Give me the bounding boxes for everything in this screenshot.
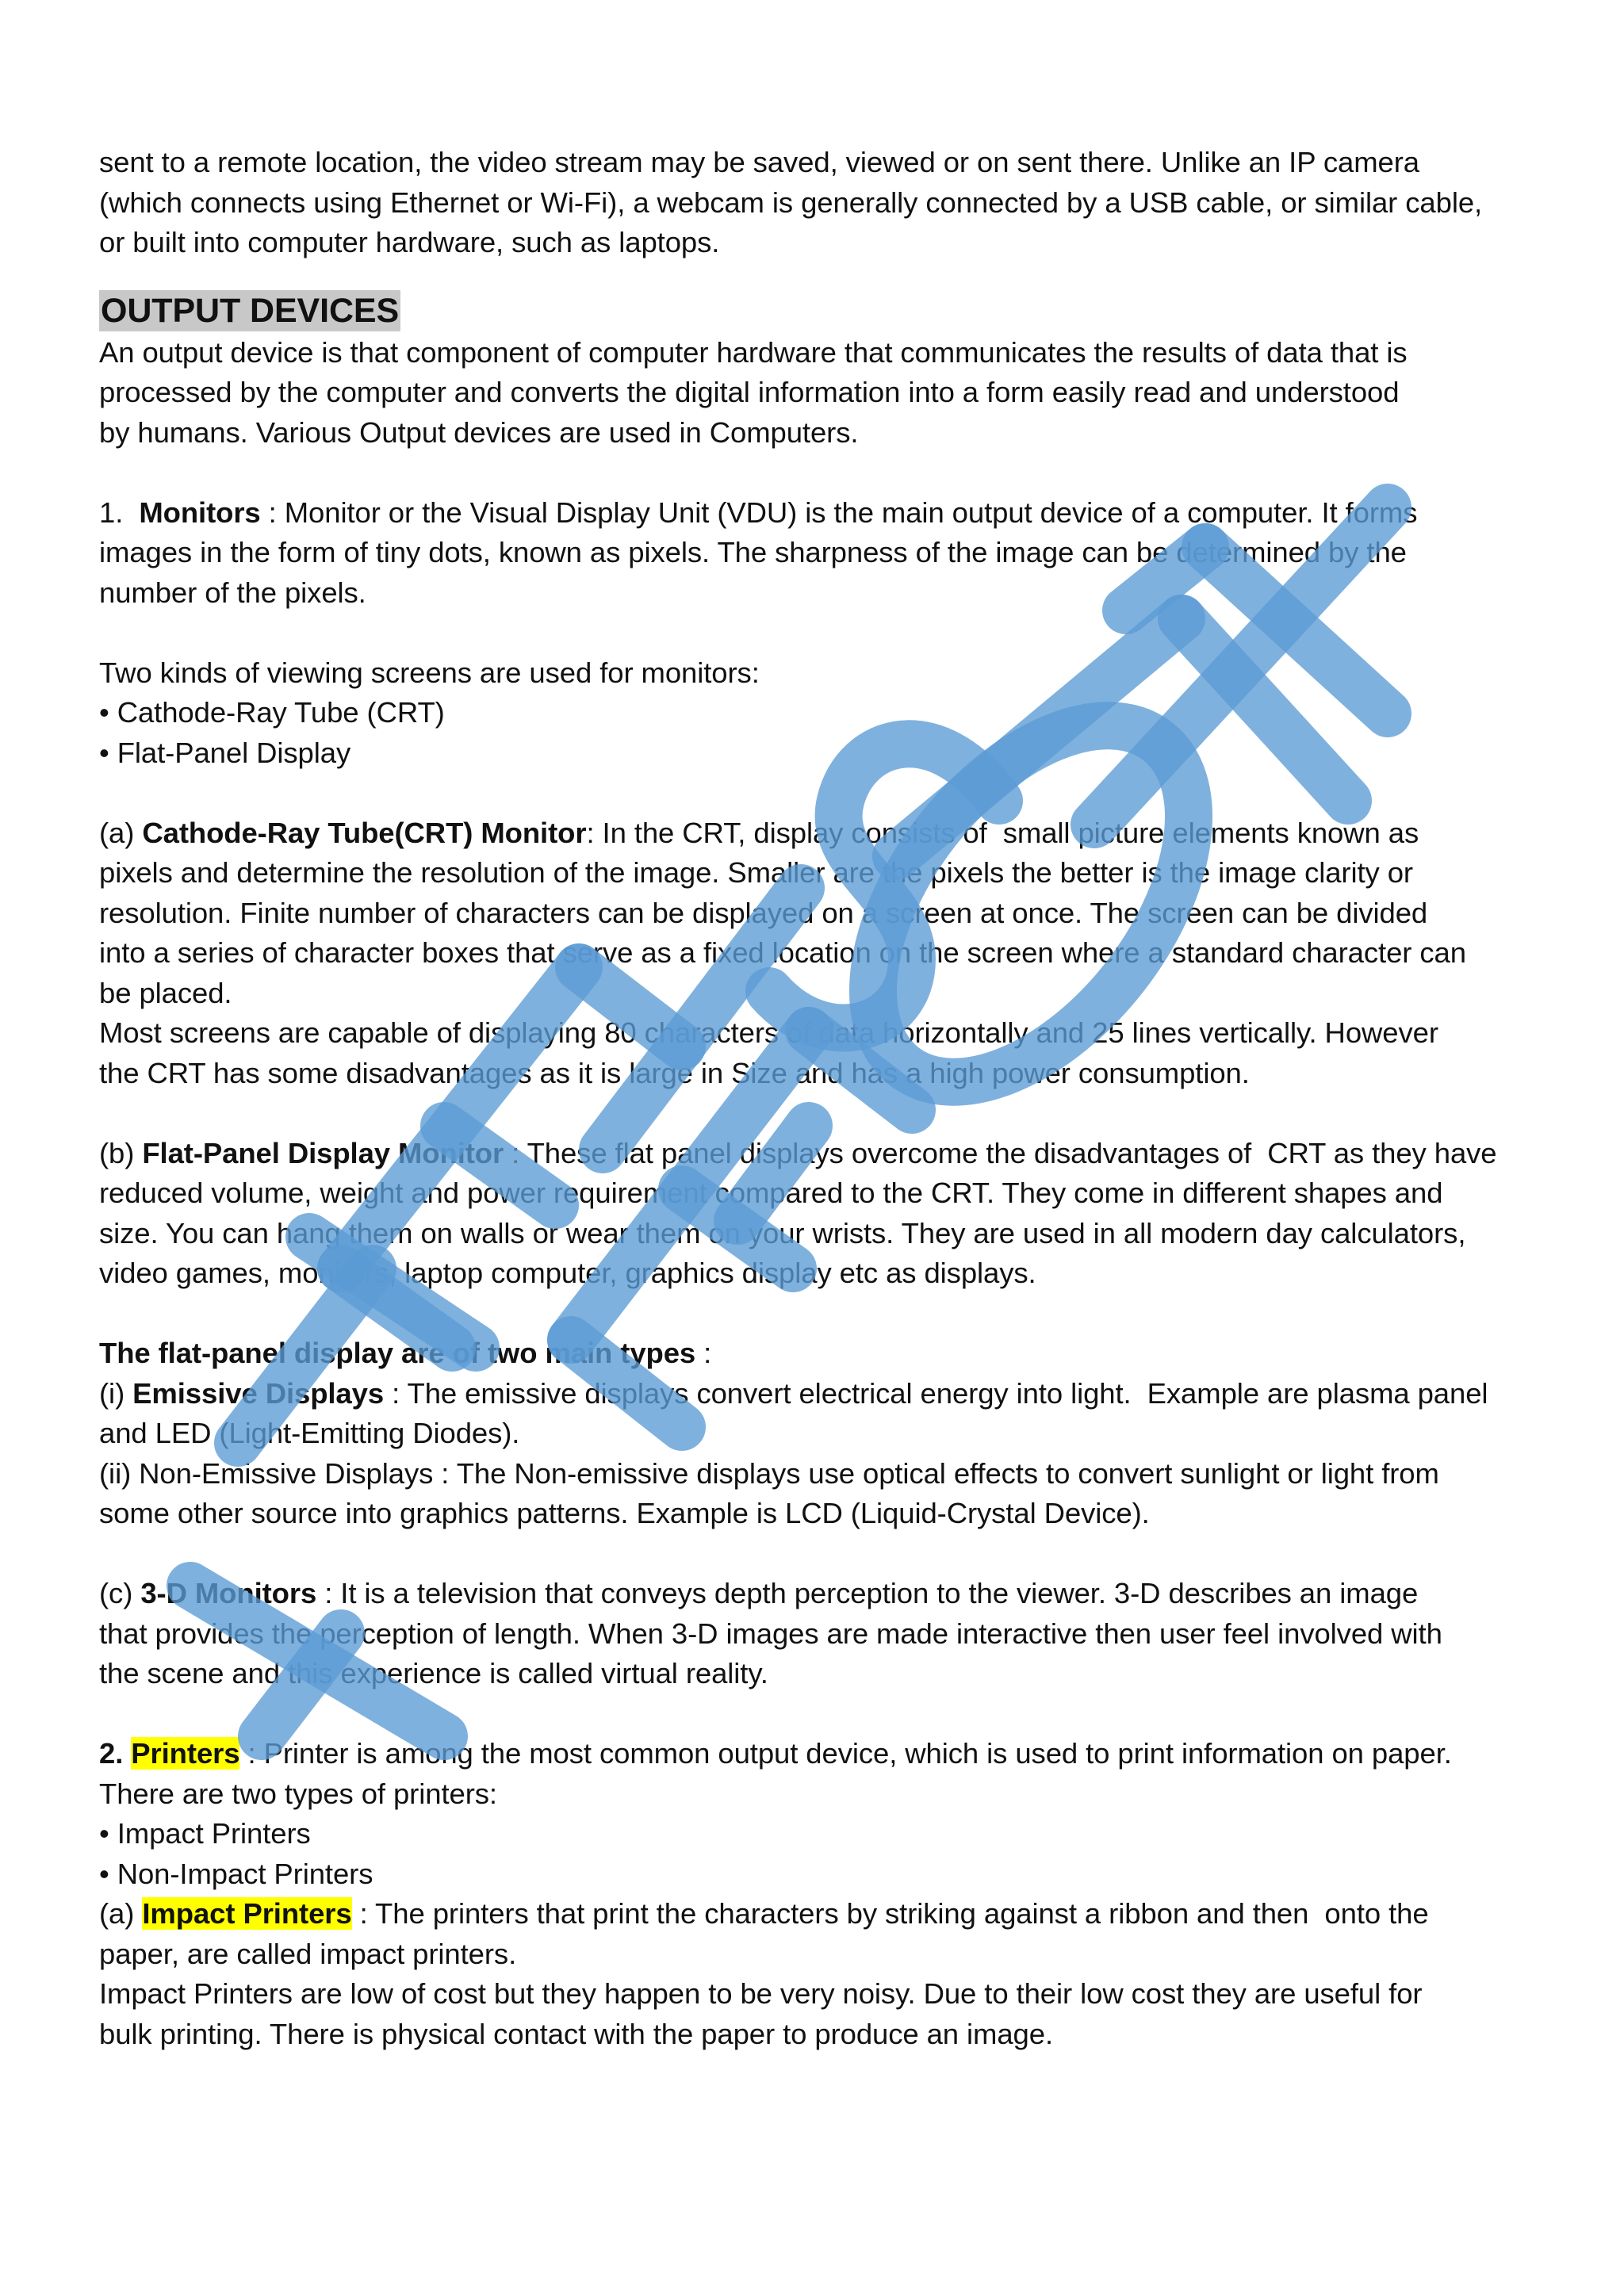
impact-text: : The printers that print the characters by striking against a ribbon and then onto the — [351, 1897, 1429, 1930]
threed-line: that provides the perception of length. When 3-D images are made interactive then user feel involved with — [99, 1617, 1442, 1650]
definition-line: processed by the computer and converts the digital information into a form easily read and understood — [99, 376, 1400, 408]
emissive-prefix: (i) — [99, 1376, 133, 1410]
bullet-item: • Impact Printers — [99, 1817, 311, 1850]
crt-line: the CRT has some disadvantages as it is large in Size and has a high power consumption. — [99, 1056, 1250, 1089]
printers-number: 2. — [99, 1737, 132, 1770]
emissive-text: : The emissive displays convert electrical energy into light. Example are plasma panel — [384, 1376, 1488, 1410]
crt-line: Most screens are capable of displaying 80 characters of data horizontally and 25 lines vertically. However — [99, 1016, 1438, 1049]
printers-title: Printers — [131, 1737, 240, 1770]
impact-line: bulk printing. There is physical contact with the paper to produce an image. — [99, 2017, 1053, 2050]
bullet-item: • Flat-Panel Display — [99, 736, 351, 769]
non-emissive-line: some other source into graphics patterns. Example is LCD (Liquid-Crystal Device). — [99, 1497, 1150, 1529]
bullet-item: • Non-Impact Printers — [99, 1857, 373, 1890]
monitors-line: images in the form of tiny dots, known as pixels. The sharpness of the image can be determined by the — [99, 536, 1407, 568]
flat-line: size. You can hang them on walls or wear them on your wrists. They are used in all modern day calculators, — [99, 1216, 1466, 1249]
threed-title: 3-D Monitors — [140, 1577, 317, 1609]
monitors-paragraph — [99, 493, 1550, 534]
flat-types-title: The flat-panel display are of two main types — [99, 1337, 696, 1369]
monitors-text: : Monitor or the Visual Display Unit (VDU) is the main output device of a computer. It forms — [260, 496, 1418, 529]
item-number: 1. — [99, 496, 140, 529]
non-emissive-line: (ii) Non-Emissive Displays : The Non-emissive displays use optical effects to convert sunlight or light from — [99, 1456, 1439, 1490]
impact-prefix: (a) — [99, 1897, 143, 1930]
flat-prefix: (b) — [99, 1136, 143, 1169]
emissive-line: and LED (Light-Emitting Diodes). — [99, 1417, 520, 1449]
section-heading: OUTPUT DEVICES — [101, 291, 400, 330]
threed-line: the scene and this experience is called virtual reality. — [99, 1657, 768, 1689]
intro-line: sent to a remote location, the video stream may be saved, viewed or on sent there. Unlike an IP camera — [99, 146, 1419, 178]
flat-line: video games, monitors, laptop computer, graphics display etc as displays. — [99, 1257, 1036, 1289]
crt-line: into a series of character boxes that serve as a fixed location on the screen where a standard character can — [99, 936, 1466, 969]
document-body — [99, 143, 1550, 2054]
impact-line: Impact Printers are low of cost but they happen to be very noisy. Due to their low cost they are useful for — [99, 1977, 1423, 2010]
crt-paragraph — [99, 813, 1550, 854]
flat-types-colon: : — [695, 1337, 712, 1369]
monitors-line: number of the pixels. — [99, 576, 366, 609]
crt-line: resolution. Finite number of characters can be displayed on a screen at once. The screen can be divided — [99, 896, 1428, 929]
threed-prefix: (c) — [99, 1577, 141, 1609]
crt-line: pixels and determine the resolution of the image. Smaller are the pixels the better is the image clarity or — [99, 856, 1413, 889]
crt-text: : In the CRT, display consists of small picture elements known as — [586, 816, 1419, 849]
bullet-item: • Cathode-Ray Tube (CRT) — [99, 696, 445, 729]
threed-text: : It is a television that conveys depth perception to the viewer. 3-D describes an image — [316, 1577, 1419, 1609]
flat-types-heading — [99, 1334, 1550, 1374]
impact-paragraph — [99, 1894, 1550, 1934]
printers-text: : Printer is among the most common output device, which is used to print information on paper. — [239, 1737, 1452, 1770]
crt-prefix: (a) — [99, 816, 143, 849]
impact-line: paper, are called impact printers. — [99, 1937, 517, 1970]
flat-paragraph — [99, 1134, 1550, 1174]
printers-paragraph — [99, 1734, 1550, 1774]
intro-line: (which connects using Ethernet or Wi-Fi), a webcam is generally connected by a USB cable, or similar cable, — [99, 186, 1483, 219]
definition-line: An output device is that component of computer hardware that communicates the results of data that is — [99, 335, 1408, 369]
crt-line: be placed. — [99, 976, 232, 1009]
crt-title: Cathode-Ray Tube(CRT) Monitor — [142, 816, 587, 849]
intro-line: or built into computer hardware, such as laptops. — [99, 226, 720, 258]
impact-title: Impact Printers — [142, 1897, 352, 1930]
monitors-title: Monitors — [139, 496, 261, 529]
flat-text: : These flat panel displays overcome the disadvantages of CRT as they have — [504, 1136, 1497, 1169]
flat-line: reduced volume, weight and power requirement compared to the CRT. They come in different shapes and — [99, 1177, 1443, 1209]
definition-line: by humans. Various Output devices are used in Computers. — [99, 415, 859, 449]
printers-line: There are two types of printers: — [99, 1777, 497, 1810]
flat-title: Flat-Panel Display Monitor — [142, 1136, 504, 1169]
kinds-intro: Two kinds of viewing screens are used for monitors: — [99, 656, 760, 689]
emissive-paragraph — [99, 1374, 1550, 1414]
threed-paragraph — [99, 1574, 1550, 1614]
emissive-title: Emissive Displays — [132, 1376, 385, 1410]
